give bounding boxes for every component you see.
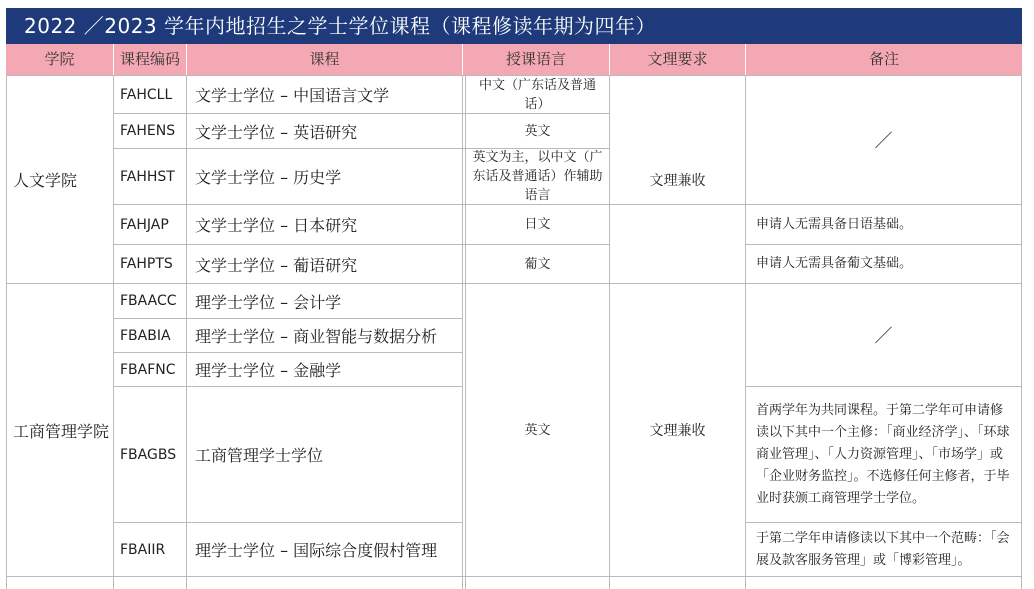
- course-name: 工商管理学士学位: [195, 446, 324, 465]
- course-name: 理学士学位 – 国际综合度假村管理: [195, 541, 438, 560]
- note-cell: ／: [874, 326, 893, 347]
- course-code: FAHJAP: [120, 216, 169, 233]
- teaching-language: 英文: [524, 123, 551, 139]
- teaching-language: 日文: [524, 217, 551, 232]
- course-name: 文学士学位 – 中国语言文学: [195, 86, 390, 105]
- teaching-language: 中文（广东话及普通话）: [478, 77, 596, 112]
- course-name: 理学士学位 – 会计学: [195, 292, 342, 312]
- course-code: FBAIIR: [120, 541, 166, 558]
- header-course: 课程: [187, 44, 462, 75]
- course-code: FAHENS: [120, 123, 176, 139]
- course-name: 文学士学位 – 历史学: [195, 168, 342, 187]
- teaching-language: 葡文: [524, 256, 551, 272]
- note-cell: 于第二学年申请修读以下其中一个范畴：「会展及款客服务管理」或「博彩管理」。: [756, 530, 1010, 568]
- course-code: FBAFNC: [120, 361, 176, 378]
- course-code: FAHCLL: [120, 86, 173, 103]
- note-cell: 首两学年为共同课程。于第二学年可申请修读以下其中一个主修：「商业经济学」、「环球商业管理」、「人力资源管理」、「市场学」或「企业财务监控」。不选修任何主修者，于毕业时获颁工商管理学士学位。: [756, 402, 1010, 506]
- header-requirement: 文理要求: [610, 44, 745, 75]
- course-code: FBAGBS: [120, 446, 177, 463]
- teaching-language: 英文为主，以中文（广东话及普通话）作辅助语言: [472, 150, 603, 203]
- note-cell: ／: [874, 131, 893, 152]
- course-name: 理学士学位 – 商业智能与数据分析: [195, 327, 438, 346]
- page-title: 2022 ／2023 学年内地招生之学士学位课程（课程修读年期为四年）: [6, 8, 1022, 44]
- course-name: 文学士学位 – 英语研究: [195, 122, 358, 142]
- course-name: 文学士学位 – 日本研究: [195, 216, 358, 235]
- college-humanities: 人文学院: [13, 171, 78, 190]
- header-notes: 备注: [746, 44, 1022, 75]
- subject-requirement: 文理兼收: [649, 423, 706, 439]
- course-code: FBAACC: [120, 293, 177, 309]
- college-business: 工商管理学院: [13, 421, 110, 441]
- note-cell: 申请人无需具备葡文基础。: [756, 256, 913, 271]
- course-code: FAHPTS: [120, 256, 173, 272]
- header-language: 授课语言: [463, 44, 609, 75]
- course-code: FAHHST: [120, 168, 175, 185]
- header-college: 学院: [6, 44, 113, 75]
- note-cell: 申请人无需具备日语基础。: [756, 216, 913, 232]
- header-code: 课程编码: [114, 44, 186, 75]
- teaching-language: 英文: [524, 422, 551, 438]
- course-name: 理学士学位 – 金融学: [195, 361, 342, 380]
- course-name: 文学士学位 – 葡语研究: [195, 255, 358, 275]
- course-code: FBABIA: [120, 327, 171, 344]
- subject-requirement: 文理兼收: [649, 172, 706, 189]
